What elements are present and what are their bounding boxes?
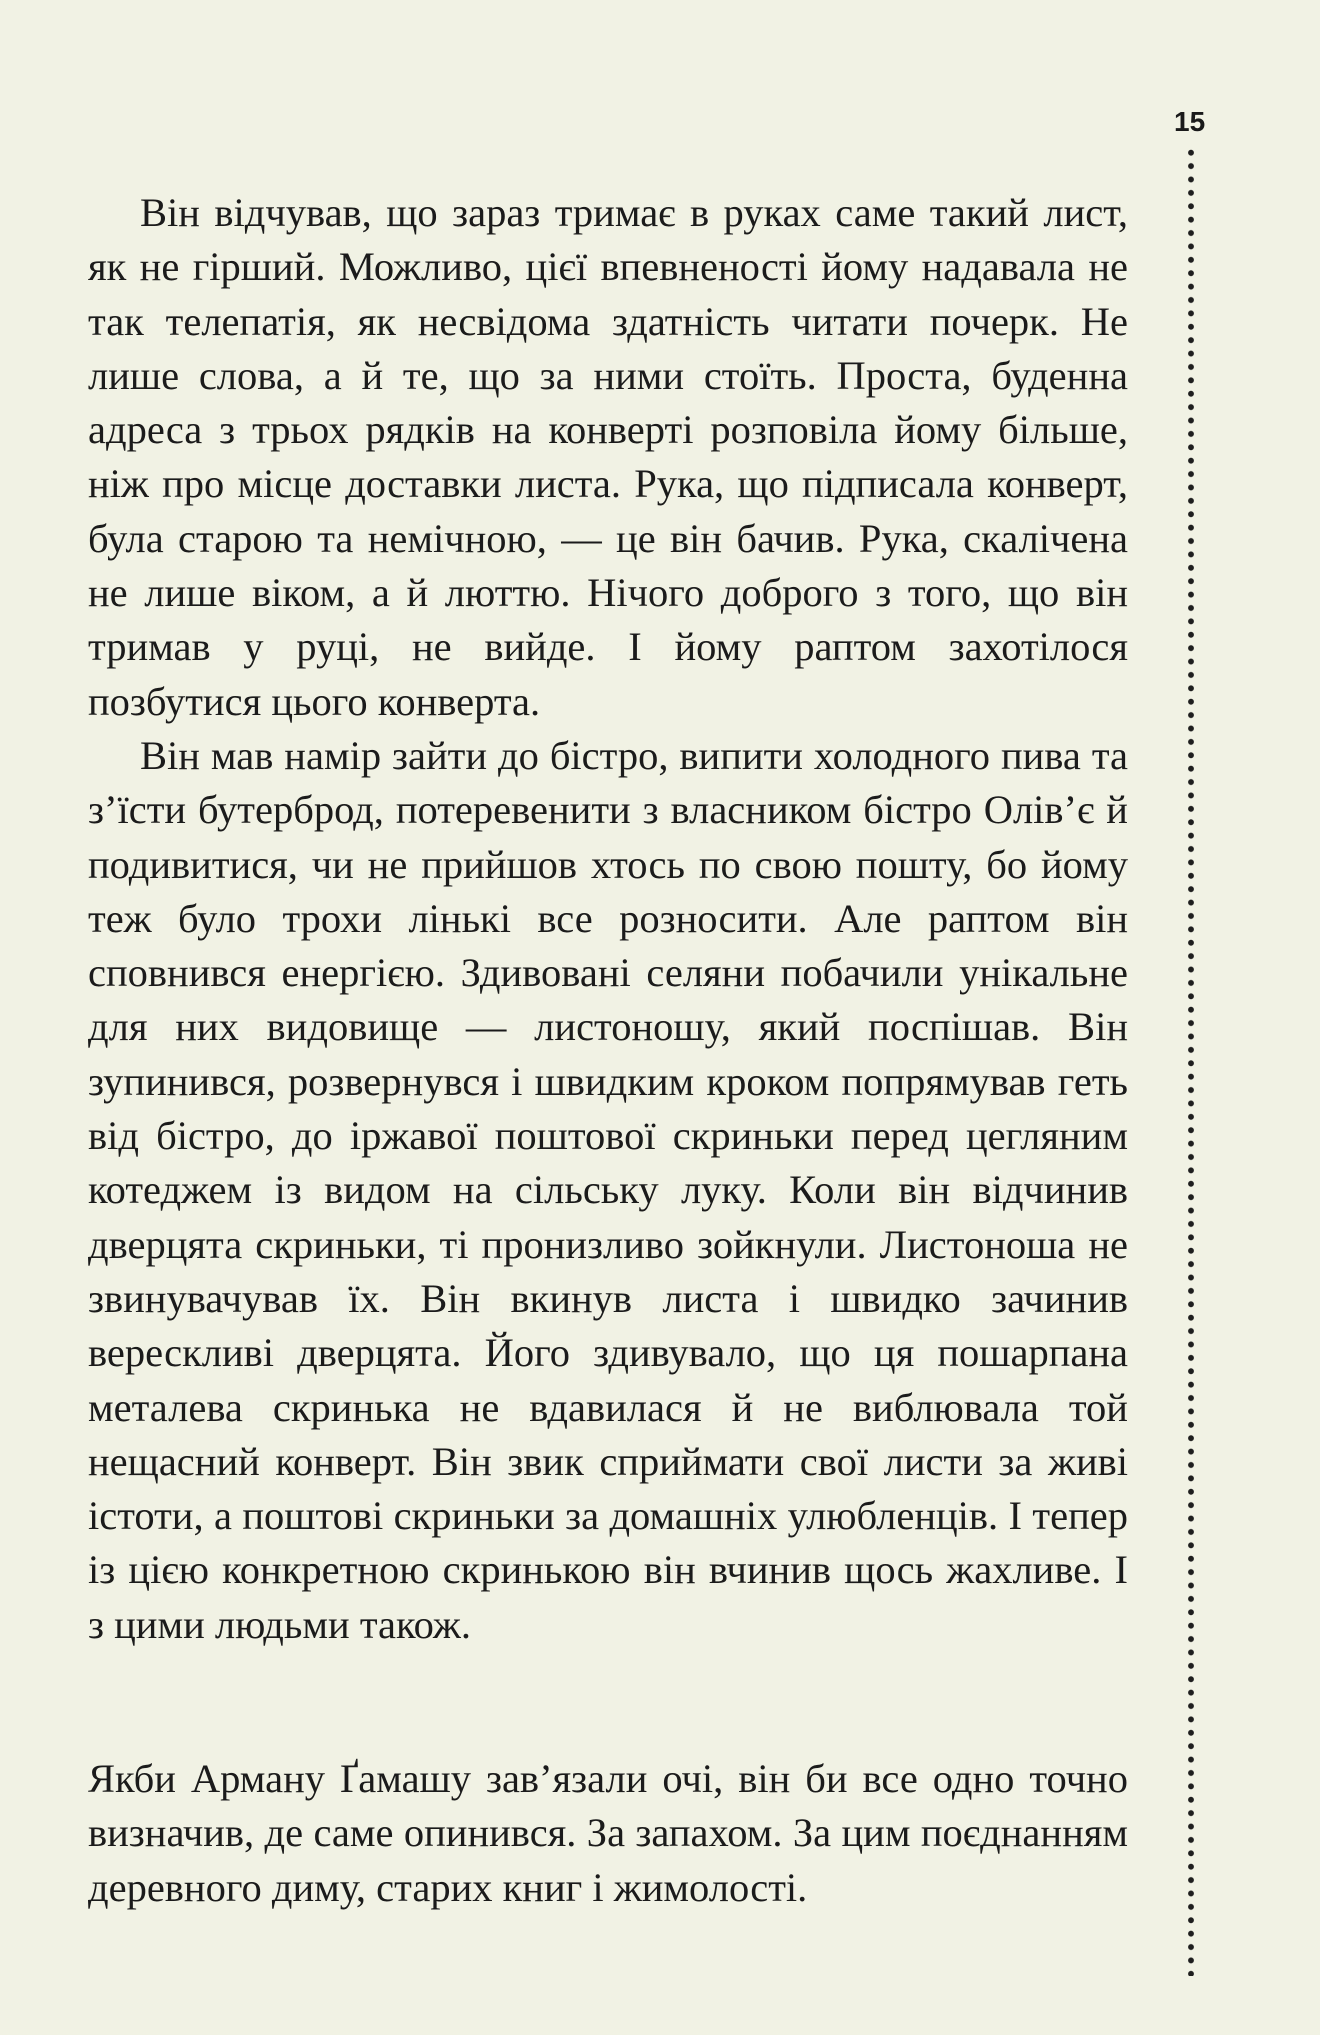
section-one — [88, 186, 1128, 1652]
page-number: 15 — [1174, 106, 1206, 137]
paragraph-2: Він мав намір зайти до бістро, випити холодного пива та з’їсти бутерброд, потеревенити з власником бістро Олів’є й подивитися, чи не прийшов хтось по свою пошту, бо йому теж було трохи лінькі все розносити. Але раптом він сповнився енергією. Здивовані селяни побачили унікальне для них видовище — листоношу, який поспішав. Він зупинився, розвернувся і швидким кроком попрямував геть від бістро, до іржавої поштової скриньки перед цегляним котеджем із видом на сільську луку. Коли він відчинив дверцята скриньки, ті пронизливо зойкнули. Листоноша не звинувачував їх. Він вкинув листа і швидко зачинив верескливі дверцята. Його здивувало, що ця пошарпана металева скринька не вдавилася й не виблювала той нещасний конверт. Він звик сприймати свої листи за живі істоти, а поштові скриньки за домашніх улюбленців. І тепер із цією конкретною скринькою він вчинив щось жахливе. І з цими людьми також. — [88, 732, 1128, 1647]
dotted-margin-rule — [1188, 146, 1194, 1976]
paragraph-3: Якби Арману Ґамашу зав’язали очі, він би все одно точно визначив, де саме опинився. За запахом. За цим поєднанням деревного диму, старих книг і жимолості. — [88, 1756, 1128, 1910]
section-two — [88, 1752, 1128, 1915]
paragraph-1: Він відчував, що зараз тримає в руках саме такий лист, як не гірший. Можливо, цієї впевненості йому надавала не так телепатія, як несвідома здатність читати почерк. Не лише слова, а й те, що за ними стоїть. Проста, буденна адреса з трьох рядків на конверті розповіла йому більше, ніж про місце доставки листа. Рука, що підписала конверт, була старою та немічною, — це він бачив. Рука, скалічена не лише віком, а й люттю. Нічого доброго з того, що він тримав у руці, не вийде. І йому раптом захотілося позбутися цього конверта. — [88, 190, 1128, 724]
